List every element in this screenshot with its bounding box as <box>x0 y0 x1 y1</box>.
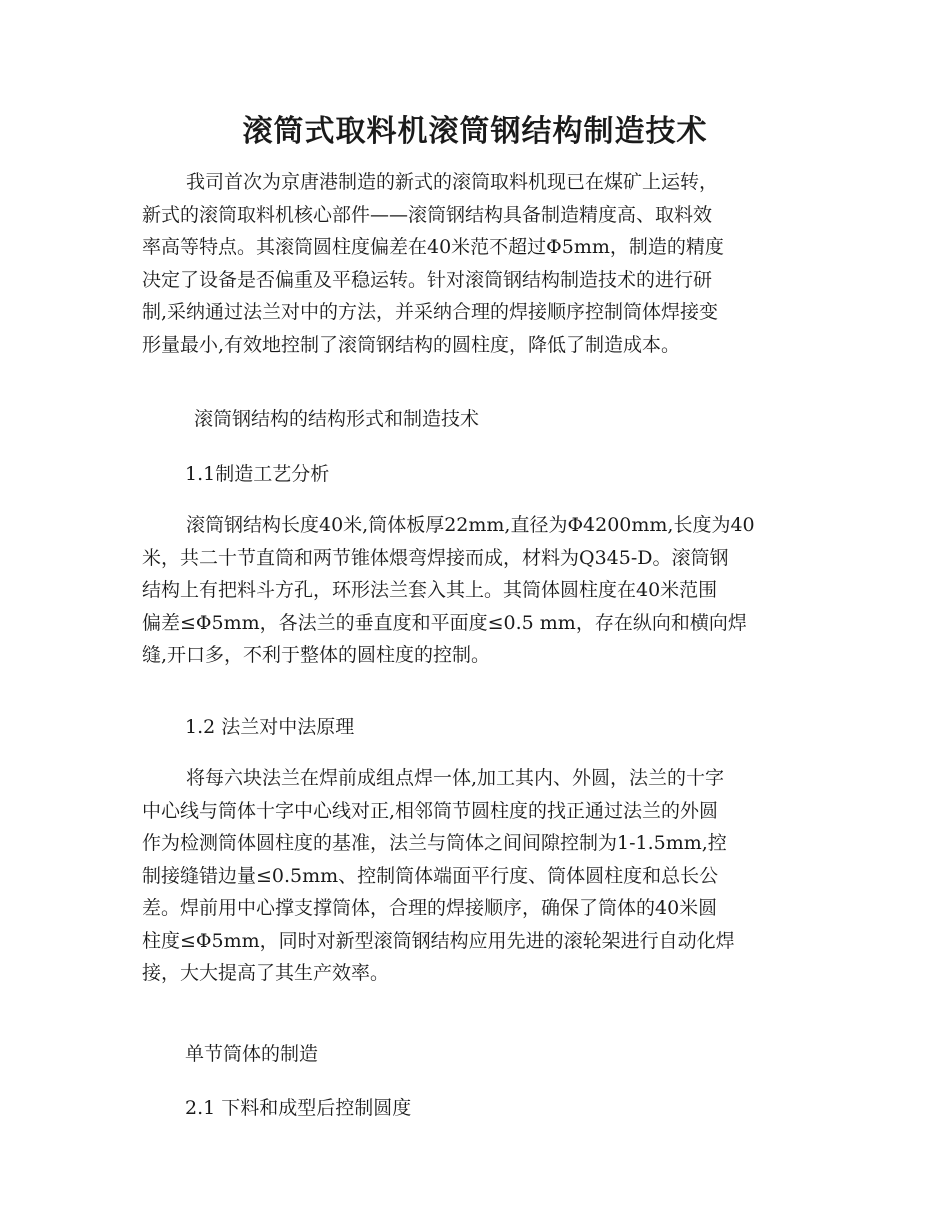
paragraph-line: 差。焊前用中心撑支撑筒体，合理的焊接顺序，确保了筒体的40米圆 <box>142 897 718 919</box>
paragraph-line: 率高等特点。其滚筒圆柱度偏差在40米范不超过Φ5mm，制造的精度 <box>142 236 724 258</box>
paragraph-line: 将每六块法兰在焊前成组点焊一体,加工其内、外圆，法兰的十字 <box>186 767 725 789</box>
subsection-heading-1-2: 1.2 法兰对中法原理 <box>185 716 355 738</box>
paragraph-line: 接，大大提高了其生产效率。 <box>142 962 390 984</box>
section-heading-2: 单节筒体的制造 <box>185 1043 319 1065</box>
subsection-heading-2-1: 2.1 下料和成型后控制圆度 <box>185 1097 412 1119</box>
paragraph-line: 偏差≤Φ5mm，各法兰的垂直度和平面度≤0.5 mm，存在纵向和横向焊 <box>142 611 747 634</box>
paragraph-line: 米，共二十节直筒和两节锥体煨弯焊接而成，材料为Q345-D。滚筒钢 <box>142 546 729 569</box>
paragraph-line: 作为检测筒体圆柱度的基准，法兰与筒体之间间隙控制为1-1.5mm,控 <box>142 832 727 854</box>
paragraph-line: 中心线与筒体十字中心线对正,相邻筒节圆柱度的找正通过法兰的外圆 <box>142 799 719 822</box>
paragraph-line: 制,采纳通过法兰对中的方法，并采纳合理的焊接顺序控制筒体焊接变 <box>142 301 719 323</box>
paragraph-line: 新式的滚筒取料机核心部件——滚筒钢结构具备制造精度高、取料效 <box>142 203 713 226</box>
process-analysis-paragraph <box>142 509 812 672</box>
document-title: 滚筒式取料机滚筒钢结构制造技术 <box>242 114 708 149</box>
intro-paragraph <box>142 166 812 361</box>
paragraph-line: 滚筒钢结构长度40米,筒体板厚22mm,直径为Φ4200mm,长度为40 <box>186 514 755 536</box>
flange-principle-paragraph <box>142 762 812 990</box>
paragraph-line: 结构上有把料斗方孔，环形法兰套入其上。其筒体圆柱度在40米范围 <box>142 579 718 601</box>
paragraph-line: 制接缝错边量≤0.5mm、控制筒体端面平行度、筒体圆柱度和总长公 <box>142 864 719 887</box>
subsection-heading-1-1: 1.1制造工艺分析 <box>185 463 330 485</box>
paragraph-line: 形量最小,有效地控制了滚筒钢结构的圆柱度，降低了制造成本。 <box>142 333 681 356</box>
paragraph-line: 柱度≤Φ5mm，同时对新型滚筒钢结构应用先进的滚轮架进行自动化焊 <box>142 929 735 952</box>
paragraph-line: 缝,开口多，不利于整体的圆柱度的控制。 <box>142 644 491 666</box>
section-heading-1: 滚筒钢结构的结构形式和制造技术 <box>194 408 480 430</box>
paragraph-line: 决定了设备是否偏重及平稳运转。针对滚筒钢结构制造技术的进行研 <box>142 268 713 291</box>
paragraph-line: 我司首次为京唐港制造的新式的滚筒取料机现已在煤矿上运转， <box>186 171 719 193</box>
